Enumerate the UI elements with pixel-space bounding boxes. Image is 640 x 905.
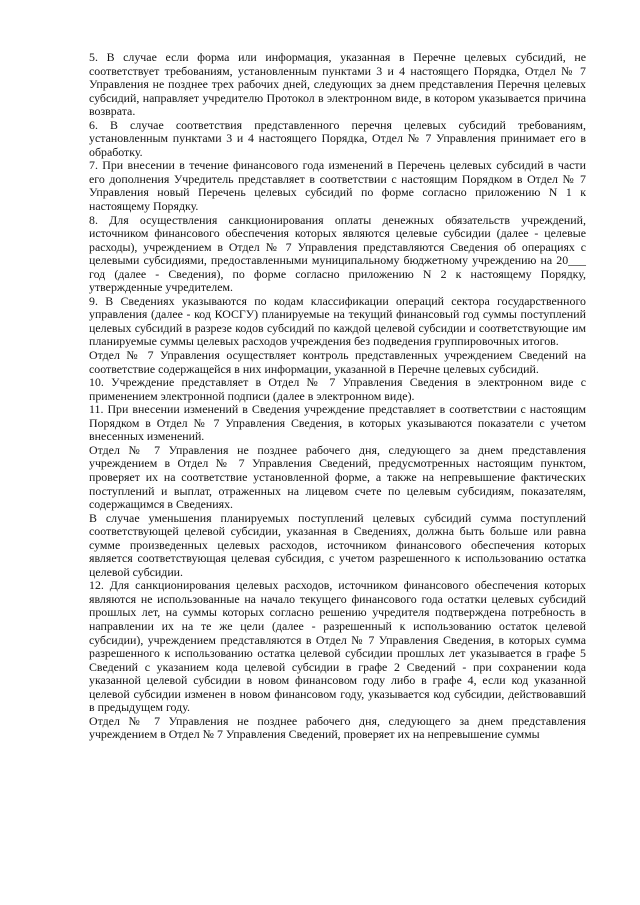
paragraph-8: 8. Для осуществления санкционирования оплаты денежных обязательств учреждений, источником финансового обеспечения которых являются целевые субсидии (далее - целевые расходы), учреждением в Отдел № 7 Управления представляются Сведения об операциях с целевыми субсидиями, предоставленными муниципальному бюджетному учреждению на 20___ год (далее - Сведения), по форме согласно приложению N 2 к настоящему Порядку, утвержденные учредителем. (89, 212, 586, 295)
paragraph-11-check: Отдел № 7 Управления не позднее рабочего дня, следующего за днем представления учреждением в Отдел № 7 Управления Сведений, предусмотренных настоящим пунктом, проверяет их на соответствие установленной форме, а также на непревышение фактических поступлений и выплат, отраженных на лицевом счете по целевым субсидиям, показателям, содержащимся в Сведениях. (89, 442, 586, 512)
paragraph-6: 6. В случае соответствия представленного перечня целевых субсидий требованиям, установленным пунктами 3 и 4 настоящего Порядка, Отдел № 7 Управления принимает его в обработку. (89, 117, 586, 159)
document-page (89, 51, 586, 742)
paragraph-12-check: Отдел № 7 Управления не позднее рабочего дня, следующего за днем представления учреждением в Отдел № 7 Управления Сведений, проверяет их на непревышение суммы (89, 713, 586, 742)
paragraph-11-decrease: В случае уменьшения планируемых поступлений целевых субсидий сумма поступлений соответствующей целевой субсидии, указанная в Сведениях, должна быть больше или равна сумме произведенных целевых расходов, источником финансового обеспечения которых является соответствующая целевая субсидия, с учетом разрешенного к использованию остатка целевой субсидии. (89, 510, 586, 579)
paragraph-7: 7. При внесении в течение финансового года изменений в Перечень целевых субсидий в части его дополнения Учредитель представляет в соответствии с настоящим Порядком в Отдел № 7 Управления новый Перечень целевых субсидий по форме согласно приложению N 1 к настоящему Порядку. (89, 158, 586, 214)
paragraph-9-control: Отдел № 7 Управления осуществляет контроль представленных учреждением Сведений на соответствие содержащейся в них информации, указанной в Перечне целевых субсидий. (89, 348, 586, 376)
paragraph-10: 10. Учреждение представляет в Отдел № 7 Управления Сведения в электронном виде с применением электронной подписи (далее в электронном виде). (89, 375, 586, 403)
paragraph-11: 11. При внесении изменений в Сведения учреждение представляет в соответствии с настоящим Порядком в Отдел № 7 Управления Сведения, в которых указываются показатели с учетом внесенных изменений. (89, 402, 586, 444)
paragraph-5: 5. В случае если форма или информация, указанная в Перечне целевых субсидий, не соответствует требованиям, установленным пунктами 3 и 4 настоящего Порядка, Отдел № 7 Управления не позднее трех рабочих дней, следующих за днем представления Перечня целевых субсидий, направляет учредителю Протокол в электронном виде, в котором указывается причина возврата. (89, 50, 586, 119)
paragraph-9: 9. В Сведениях указываются по кодам классификации операций сектора государственного управления (далее - код КОСГУ) планируемые на текущий финансовый год суммы поступлений целевых субсидий в разрезе кодов субсидий по каждой целевой субсидии и соответствующие им планируемые суммы целевых расходов учреждения без подведения группировочных итогов. (89, 293, 586, 349)
paragraph-12: 12. Для санкционирования целевых расходов, источником финансового обеспечения которых являются не использованные на начало текущего финансового года остатки целевых субсидий прошлых лет, на суммы которых согласно решению учредителя подтверждена потребность в направлении их на те же цели (далее - разрешенный к использованию остаток целевой субсидии), учреждением представляются в Отдел № 7 Управления Сведения, в которых сумма разрешенного к использованию остатка целевой субсидии прошлых лет указывается в графе 5 Сведений с указанием кода целевой субсидии в графе 2 Сведений - при сохранении кода указанной целевой субсидии в новом финансовом году либо в графе 4, если код указанной целевой субсидии изменен в новом финансовом году, указывается код субсидии, действовавший в предыдущем году. (89, 578, 586, 715)
